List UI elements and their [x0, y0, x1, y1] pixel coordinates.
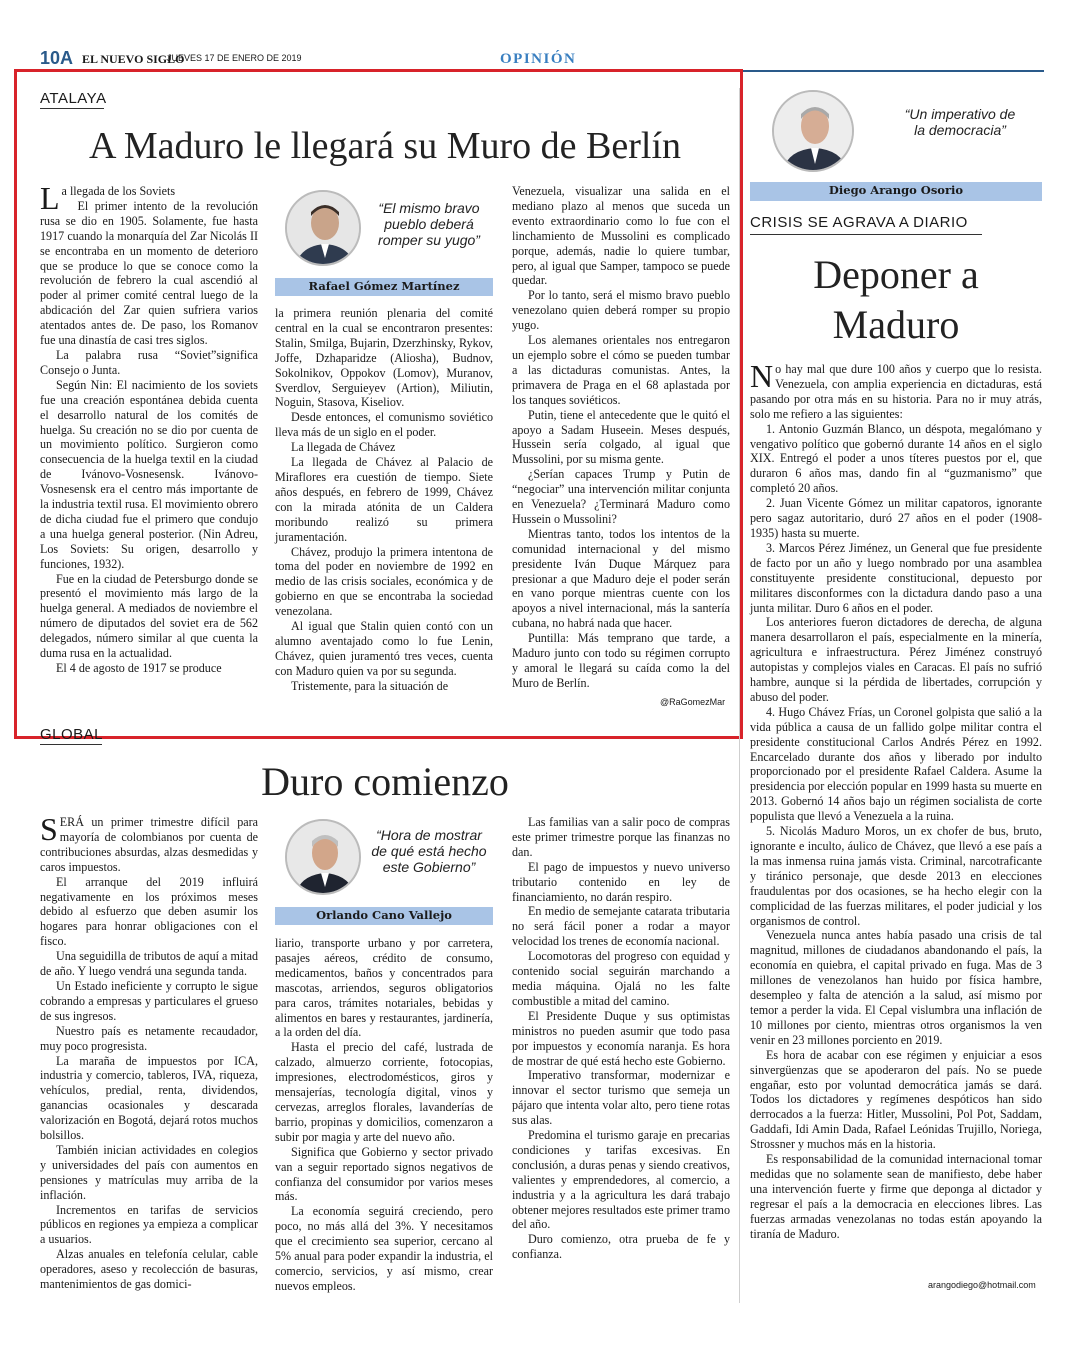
article3-paragraph: Locomotoras del progreso con equidad y contenido social seguirán marchando a media máquina. Ojalá no les falte combustible a mitad del camino. — [512, 949, 730, 1008]
article1-kicker: ATALAYA — [40, 90, 107, 107]
article3-paragraph: En medio de semejante catarata tributaria no será fácil poner a rodar a mayor velocidad los trenes de economía nacional. — [512, 904, 730, 949]
article2-title-line1: Deponer a — [813, 252, 979, 297]
article2-body — [750, 358, 1042, 1241]
article3-paragraph: Las familias van a salir poco de compras este primer trimestre porque las finanzas no dan. — [512, 815, 730, 859]
author-name: Rafael Gómez Martínez — [275, 278, 493, 296]
article1-paragraph: Desde entonces, el comunismo soviético lleva más de un siglo en el poder. — [275, 410, 493, 440]
newspaper-name: EL NUEVO SIGLO — [82, 52, 185, 66]
article3-dropcap: S — [40, 811, 58, 847]
article1-paragraph: Puntilla: Más temprano que tarde, a Maduro junto con todo su régimen corrupto y amoral le llegará su caída como la del Muro de Berlín. — [512, 631, 730, 690]
article1-subhead: La llegada de Chávez — [291, 440, 396, 455]
article1-paragraph: Mientras tanto, todos los intentos de la comunidad internacional y del mismo presidente Iván Duque Márquez para presionar a que Maduro deje el poder serán en vano porque mientras cuente con los apoyos a nivel internacional, más la santería cubana, no habrá nada que hacer. — [512, 526, 730, 631]
article3-paragraph: Un Estado ineficiente y corrupto le sigue cobrando a empresas y particulares el grueso de sus ingresos. — [40, 978, 258, 1023]
article3-col3 — [512, 815, 730, 1262]
article1-handle: @RaGomezMar — [660, 697, 726, 707]
article3-paragraph: Imperativo transformar, modernizar e innovar el sector turismo que semeja un pájaro que intenta volar alto, pero tiene rotas sus alas. — [512, 1068, 730, 1128]
article3-paragraph: Nuestro país es netamente recaudador, muy poco progresista. — [40, 1023, 258, 1053]
article2-paragraph: Venezuela nunca antes había pasado una crisis de tal magnitud, millones de ciudadanos abandonando el país, la economía en quiebra, el capital privado en fuga. Mas de 3 millones de venezolanos han huido por física hambre, desempleo y falta de atención a la salud, así mismo por temor a perder la vida. El Cepal vislumbra una inflación de 10 millones por ciento, mientras otros organismos la ven venir en 23 millones porciento en 2019. — [750, 928, 1042, 1047]
article3-paragraph: La maraña de impuestos por ICA, industria y comercio, tableros, IVA, riqueza, vehículos, predial, renta, dividendos, ganancias ocasionales y descarada valorización en Bogotá, dejará rotos muchos bolsillos. — [40, 1053, 258, 1143]
page-number: 10A — [40, 48, 74, 68]
article3-col1 — [40, 811, 258, 1292]
article3-paragraph: El pago de impuestos y nuevo universo tributario contenido en ley de financiamiento, no darán respiro. — [512, 859, 730, 904]
article1-paragraph: ¿Serían capaces Trump y Putin de “negociar” una intervención militar conjunta en Venezuela? ¿Terminará Maduro como Hussein o Mussolini? — [512, 467, 730, 526]
article1-paragraph: Venezuela, visualizar una salida en el mediano plazo al menos que suceda un evento extraordinario como lo fue con el linchamiento de Mussolini es complicado porque, además, nadie lo quiere tumbar, pero, al igual que Samper, tampoco se puede quedar. — [512, 184, 730, 288]
article1-paragraph: Al igual que Stalin quien contó con un alumno aventajado como lo fue Lenin, Chávez, quien juramentó tres veces, cuenta con Maduro quien va por su segunda. — [275, 619, 493, 678]
article1-title: A Maduro le llegará su Muro de Berlín — [88, 125, 682, 167]
article3-paragraph: El arranque del 2019 influirá negativamente en los próximos meses debido al esfuerzo que deben asumir los hogares para honrar obligaciones con el fisco. — [40, 874, 258, 949]
article3-author-box — [275, 815, 493, 927]
section-title: OPINIÓN — [500, 51, 577, 67]
article1-paragraph: Chávez, produjo la primera intentona de toma del poder en noviembre de 1992 en medio de las crisis sociales, económica y de gobierno en que se encontraba la sociedad venezolana. — [275, 544, 493, 619]
article1-paragraph: Por lo tanto, será el mismo bravo pueblo venezolano quien deberá romper su propio yugo. — [512, 288, 730, 333]
author-photo — [772, 90, 854, 172]
article1-paragraph: Tristemente, para la situación de — [291, 678, 449, 693]
article1-paragraph: La llegada de Chávez al Palacio de Miraflores era cuestión de tiempo. Siete años después, en febrero de 1999, Chávez con la mirada atónita de un Caldera moribundo realizó su primera juramentación. — [275, 455, 493, 544]
issue-date: JUEVES 17 DE ENERO DE 2019 — [167, 53, 302, 63]
article2-kicker: CRISIS SE AGRAVA A DIARIO — [750, 214, 968, 231]
author-name: Orlando Cano Vallejo — [275, 907, 493, 925]
article3-kicker-rule — [40, 744, 102, 745]
author-photo — [285, 819, 361, 895]
article2-paragraph: Los anteriores fueron dictadores de derecha, de alguna manera desarrollaron el país, especialmente en la minería, agricultura e infraestructura. Pérez Jiménez construyó autopistas y complejos viales en Caracas. El país no sufrió hambre, aunque si la pérdida de libertades, corrupción y abuso del poder. — [750, 615, 1042, 704]
author-quote: “El mismo bravo pueblo deberá romper su yugo” — [378, 200, 480, 248]
article3-paragraph: Una seguidilla de tributos de aquí a mitad de año. Y luego vendrá una segunda tanda. — [40, 949, 258, 979]
article2-dropcap: N — [750, 358, 774, 394]
article2-handle: arangodiego@hotmail.com — [928, 1280, 1036, 1290]
person-icon — [774, 92, 854, 172]
article3-paragraph: Significa que Gobierno y sector privado van a seguir reportado signos negativos de confianza del consumidor por varios meses más. — [275, 1144, 493, 1204]
person-icon — [287, 821, 361, 895]
article3-paragraph: liario, transporte urbano y por carretera, pasajes aéreos, crédito de consumo, medicamentos, baños y concentrados para mascotas, arriendos, seguros obligatorios para caros, trámites notariales, bebidas y alimentos en bares y restaurantes, jardinería, a la orden del día. — [275, 936, 493, 1040]
column-divider — [739, 88, 740, 1303]
article2-title — [750, 250, 1042, 350]
article1-paragraph: a llegada de los Soviets — [61, 184, 176, 198]
article1-paragraph: Fue en la ciudad de Petersburgo donde se presentó el movimiento más largo de la huelga general. A mediados de noviembre el número de diputados del soviet era de 562 delegados, número similar al que cuenta la duma rusa en la actualidad. — [40, 571, 258, 661]
article3-paragraph: Incrementos en tarifas de servicios públicos en regiones ya empieza a complicar a usuarios. — [40, 1202, 258, 1247]
article3-paragraph: Predomina el turismo garaje en precarias condiciones y tarifas excesivas. En conclusión, a duras penas y siendo creativos, valientes y emprendedores, al comercio, a industria y a la agricultura les dará trabajo obtener mejores resultados este primer tramo del año. — [512, 1128, 730, 1232]
article2-paragraph: 2. Juan Vicente Gómez un militar capatoros, ignorante pero sagaz autoritario, duró 27 años en el poder (1908-1935) hasta su muerte. — [750, 496, 1042, 540]
article3-title: Duro comienzo — [261, 759, 509, 804]
author-quote: “Un imperativo de la democracia” — [904, 106, 1016, 138]
author-quote: “Hora de mostrar de qué está hecho este Gobierno” — [371, 827, 487, 875]
article1-dropcap: L — [40, 180, 60, 216]
article2-paragraph: Es responsabilidad de la comunidad internacional tomar medidas que no solamente sean de manifiesto, debe haber una intervención fuerte y firme que deponga al dictador y regresar el país a la democracia en elecciones libres. Las fuerzas armadas venezolanas no todas están apoyando la tiranía de Maduro. — [750, 1152, 1042, 1241]
article2-kicker-rule — [750, 234, 982, 235]
article1-paragraph: La palabra rusa “Soviet”significa Consejo o Junta. — [40, 347, 258, 377]
article3-paragraph: También inician actividades en colegios y universidades del país con aumentos en pensiones y matrículas muy arriba de la inflación. — [40, 1142, 258, 1202]
article2-paragraph: o hay mal que dure 100 años y cuerpo que lo resista. Venezuela, con amplia experiencia en dictaduras, está pasando por otra más en su historia. Para no ir muy atrás, solo me refiero a las siguientes: — [750, 362, 1042, 421]
article2-paragraph: 3. Marcos Pérez Jiménez, un General que fue presidente de facto por un año y luego nombrado por una asamblea constituyente presidente constitucional, depuesto por militares disconformes con la dictadura dando paso a una junta militar. Duro 6 años en el poder. — [750, 540, 1042, 615]
article1-paragraph: El primer intento de la revolución rusa se dio en 1905. Solamente, fue hasta 1917 cuando la monarquía del Zar Nicolás II se encontraba en un momento de deterioro que se produce lo que se conoce como la revolución de febrero la cual ascendió al poder al primer comité central luego de la abdicación del Zar quien sufriera varios atentados antes de. De paso, los Romanov fue una dinastía de casi tres siglos. — [40, 198, 258, 348]
article3-paragraph: El Presidente Duque y sus optimistas ministros no pueden asumir que todo pasa por impuestos y economía naranja. Es hora de mostrar de qué está hecho este Gobierno. — [512, 1008, 730, 1068]
highlight-frame — [14, 69, 743, 739]
article1-paragraph: Putin, tiene el antecedente que le quitó el apoyo a Sadam Huseein. Meses después, Hussein sería colgado, al igual que Mussolini, por su misma gente. — [512, 407, 730, 467]
article3-paragraph: Alzas anuales en telefonía celular, cable operadores, aseso y recolección de basuras, mantenimientos de gas domici- — [40, 1247, 258, 1292]
article3-paragraph: Hasta el precio del café, lustrada de calzado, almuerzo corriente, fotocopias, impresiones, electrodomésticos, giros y mensajerías, tecnología digital, vinos y cervezas, arreglos florales, lavanderías de barrio, propinas y domicilios, comenzaron a subir por magia y arte del nuevo año. — [275, 1040, 493, 1144]
article2-author-box — [750, 88, 1042, 204]
article2-paragraph: 4. Hugo Chávez Frías, un Coronel golpista que salió a la vida pública a causa de un fallido golpe militar contra el presidente constitucional Carlos Andrés Pérez en 1992. Encarcelado durante dos años y liberado por indulto proporcionado por el presidente Rafael Caldera. Asume la presidencia por elección popular en 1999 hasta su muerte en 2013. Gobernó 14 años bajo un régimen socialista de corte populista que llevó a Venezuela a la ruina. — [750, 704, 1042, 824]
article2-paragraph: 1. Antonio Guzmán Blanco, un déspota, megalómano y vengativo político que gobernó durante 14 años en el siglo XIX. Entregó el poder a unos títeres puestos por el, que duraron 6 años mas, dando fin al “guzmanismo” que completó 20 años. — [750, 421, 1042, 496]
article1-paragraph: El 4 de agosto de 1917 se produce — [56, 661, 222, 675]
article3-paragraph: La economía seguirá creciendo, pero poco, no más allá del 3%. Y necesitamos que el crecimiento sea superior, cercano al 5% anual para poder expandir la industria, el comercio, servicios, y así mismo, crear nuevos empleos. — [275, 1204, 493, 1293]
author-name: Diego Arango Osorio — [750, 182, 1042, 201]
article3-kicker: GLOBAL — [40, 726, 104, 743]
article3-paragraph: Duro comienzo, otra prueba de fe y confianza. — [512, 1232, 730, 1262]
article2-title-line2: Maduro — [832, 302, 960, 347]
article3-col2 — [275, 936, 493, 1294]
article2-paragraph: Es hora de acabar con ese régimen y enjuiciar a esos sinvergüenzas que se apoderaron del país. No se puede engañar, esto por voluntad democrática jamás se dará. Todos los dictadores y regímenes despóticos han sido derrocados a la fuerza: Hitler, Mussolini, Pol Pot, Saddam, Gaddafi, Idi Amin Dada, Rafael Leónidas Trujillo, Noriega, Strossner y muchos más en la historia. — [750, 1047, 1042, 1152]
article1-paragraph: Según Nin: El nacimiento de los soviets fue una creación espontánea debida cuenta el desarrollo natural de los comités de huelga. Su creación no se dio por cuenta de un movimiento político. Surgieron como consecuencia de la huelga textil en la ciudad de Ivánovo-Vosnesensk. Ivánovo-Vosnesensk era el centro más importante de la industria textil rusa. El movimiento obrero de dicha ciudad fue el primero que condujo a una huelga general posterior. (Nin Adreu, Los Soviets: Su origen, desarrollo y funciones, 1932). — [40, 377, 258, 571]
article3-paragraph: ERÁ un primer trimestre difícil para mayoría de colombianos por cuenta de contribuciones absurdas, alzas desmedidas y caros impuestos. — [40, 815, 258, 874]
article2-paragraph: 5. Nicolás Maduro Moros, un ex chofer de bus, bruto, ignorante e inculto, áulico de Chávez, que llevó a ese país a la mas inmensa ruina jamás vista. Criminal, narcotraficante y tiránico personaje, que desde 2013 en elecciones fraudulentas por dos ocasiones, se ha hecho elegir con la complicidad de las fuerzas militares, el poder judicial y los organismos de control. — [750, 824, 1042, 928]
article1-paragraph: Los alemanes orientales nos entregaron un ejemplo sobre el cómo se pueden tumbar a las dictaduras comunistas. Antes, la primavera de Praga en el 68 aplastada por los tanques soviéticos. — [512, 333, 730, 407]
article1-paragraph: la primera reunión plenaria del comité central en la cual se encontraron presentes: Stalin, Smilga, Bujarin, Dzerzhinsky, Rykov, Joffe, Dzhaparidze (Aliosha), Budnov, Sokolnikov, Oppokov (Lomov), Muranov, Sverdlov, Serguieyev (Artion), Miliutin, Noguin, Stasova, Kiseliov. — [275, 306, 493, 410]
